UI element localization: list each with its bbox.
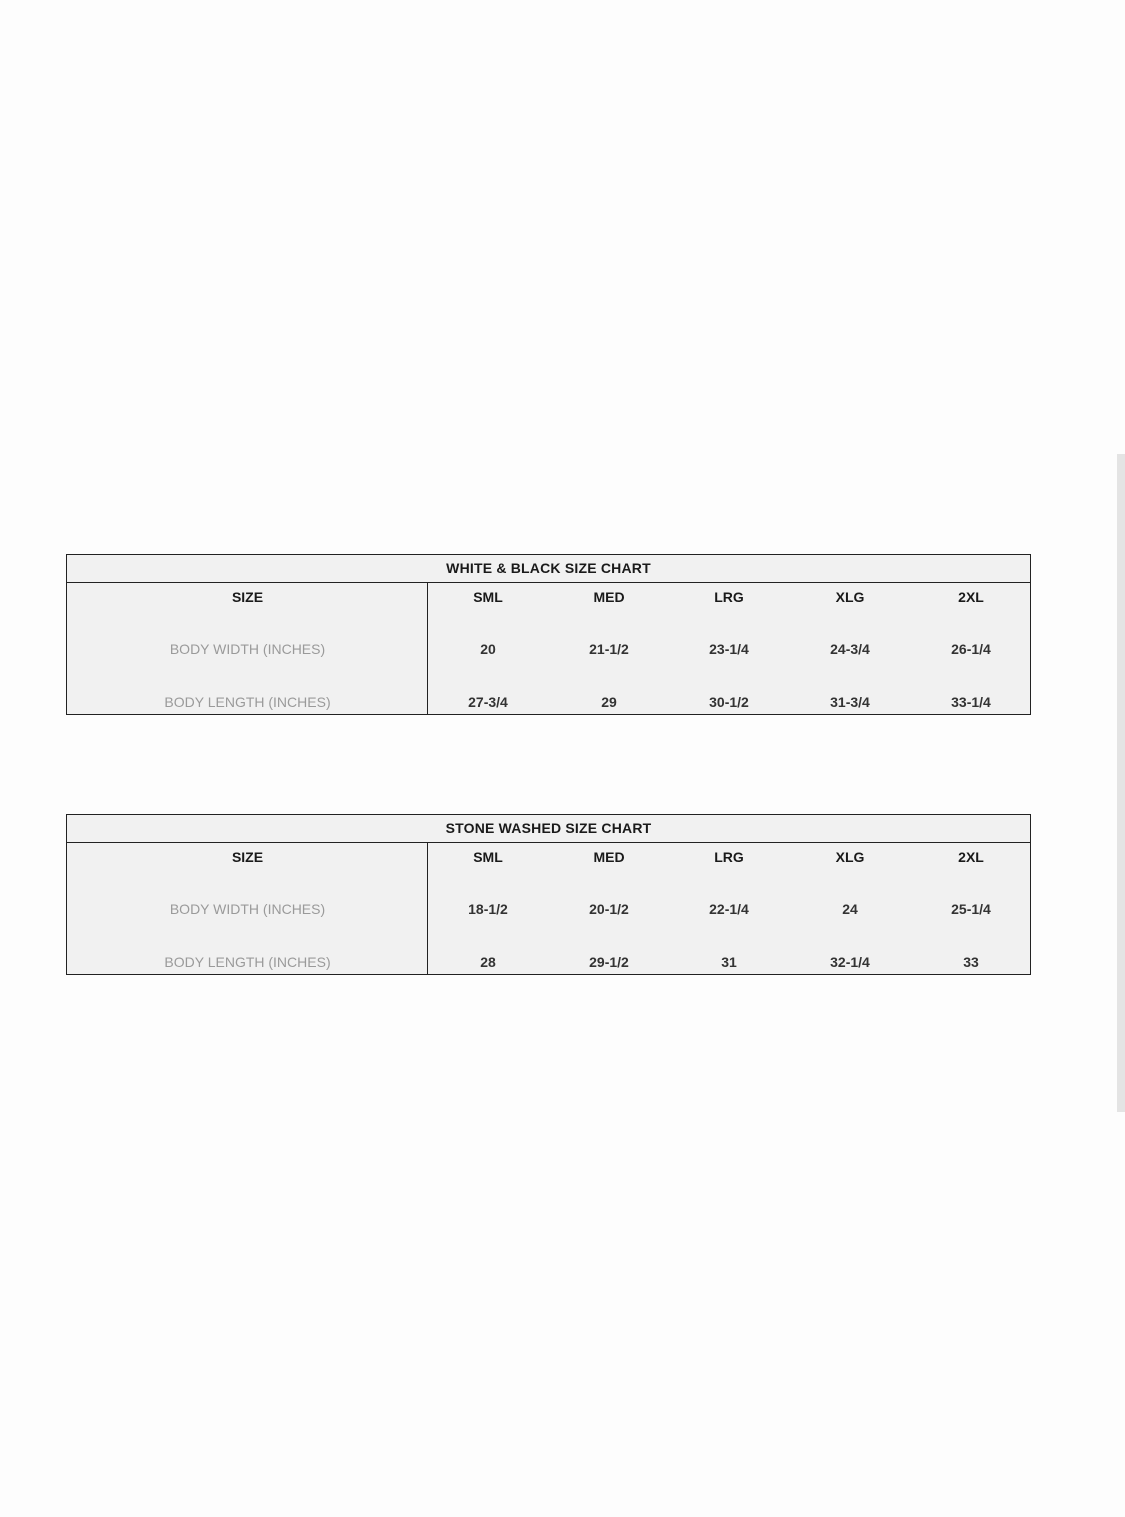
chart-body: [67, 843, 1030, 975]
size-name: MED: [593, 849, 625, 865]
length-value: 31-3/4: [830, 694, 870, 710]
size-column-sml: [428, 843, 548, 975]
size-name: XLG: [835, 589, 865, 605]
size-name: MED: [593, 589, 625, 605]
scrollbar[interactable]: [1117, 454, 1125, 1112]
length-value: 28: [480, 954, 496, 970]
size-column-lrg: [669, 583, 789, 715]
size-column-xlg: [790, 843, 910, 975]
width-value: 25-1/4: [951, 901, 991, 917]
length-value: 27-3/4: [468, 694, 508, 710]
chart-body: [67, 583, 1030, 715]
chart-title: WHITE & BLACK SIZE CHART: [67, 555, 1030, 583]
length-value: 32-1/4: [830, 954, 870, 970]
width-value: 20: [480, 641, 496, 657]
size-column-med: [549, 583, 669, 715]
size-column-xlg: [790, 583, 910, 715]
size-column-lrg: [669, 843, 789, 975]
length-value: 30-1/2: [709, 694, 749, 710]
length-value: 31: [721, 954, 737, 970]
body-length-label: BODY LENGTH (INCHES): [164, 954, 331, 970]
stone-washed-size-chart: [66, 814, 1031, 975]
length-value: 29-1/2: [589, 954, 629, 970]
size-column-sml: [428, 583, 548, 715]
size-column-2xl: [911, 843, 1031, 975]
width-value: 22-1/4: [709, 901, 749, 917]
size-name: SML: [473, 849, 503, 865]
size-header: SIZE: [231, 589, 264, 605]
body-width-label: BODY WIDTH (INCHES): [169, 641, 326, 657]
size-name: 2XL: [958, 849, 984, 865]
width-value: 23-1/4: [709, 641, 749, 657]
size-column-med: [549, 843, 669, 975]
length-value: 29: [601, 694, 617, 710]
size-name: LRG: [714, 589, 744, 605]
white-black-size-chart: [66, 554, 1031, 715]
width-value: 21-1/2: [589, 641, 629, 657]
length-value: 33-1/4: [951, 694, 991, 710]
size-header: SIZE: [231, 849, 264, 865]
size-name: LRG: [714, 849, 744, 865]
label-column: [67, 583, 428, 715]
size-name: 2XL: [958, 589, 984, 605]
chart-title: STONE WASHED SIZE CHART: [67, 815, 1030, 843]
width-value: 18-1/2: [468, 901, 508, 917]
length-value: 33: [963, 954, 979, 970]
size-column-2xl: [911, 583, 1031, 715]
width-value: 24: [842, 901, 858, 917]
label-column: [67, 843, 428, 975]
body-length-label: BODY LENGTH (INCHES): [164, 694, 331, 710]
size-name: XLG: [835, 849, 865, 865]
body-width-label: BODY WIDTH (INCHES): [169, 901, 326, 917]
width-value: 24-3/4: [830, 641, 870, 657]
width-value: 26-1/4: [951, 641, 991, 657]
size-name: SML: [473, 589, 503, 605]
width-value: 20-1/2: [589, 901, 629, 917]
